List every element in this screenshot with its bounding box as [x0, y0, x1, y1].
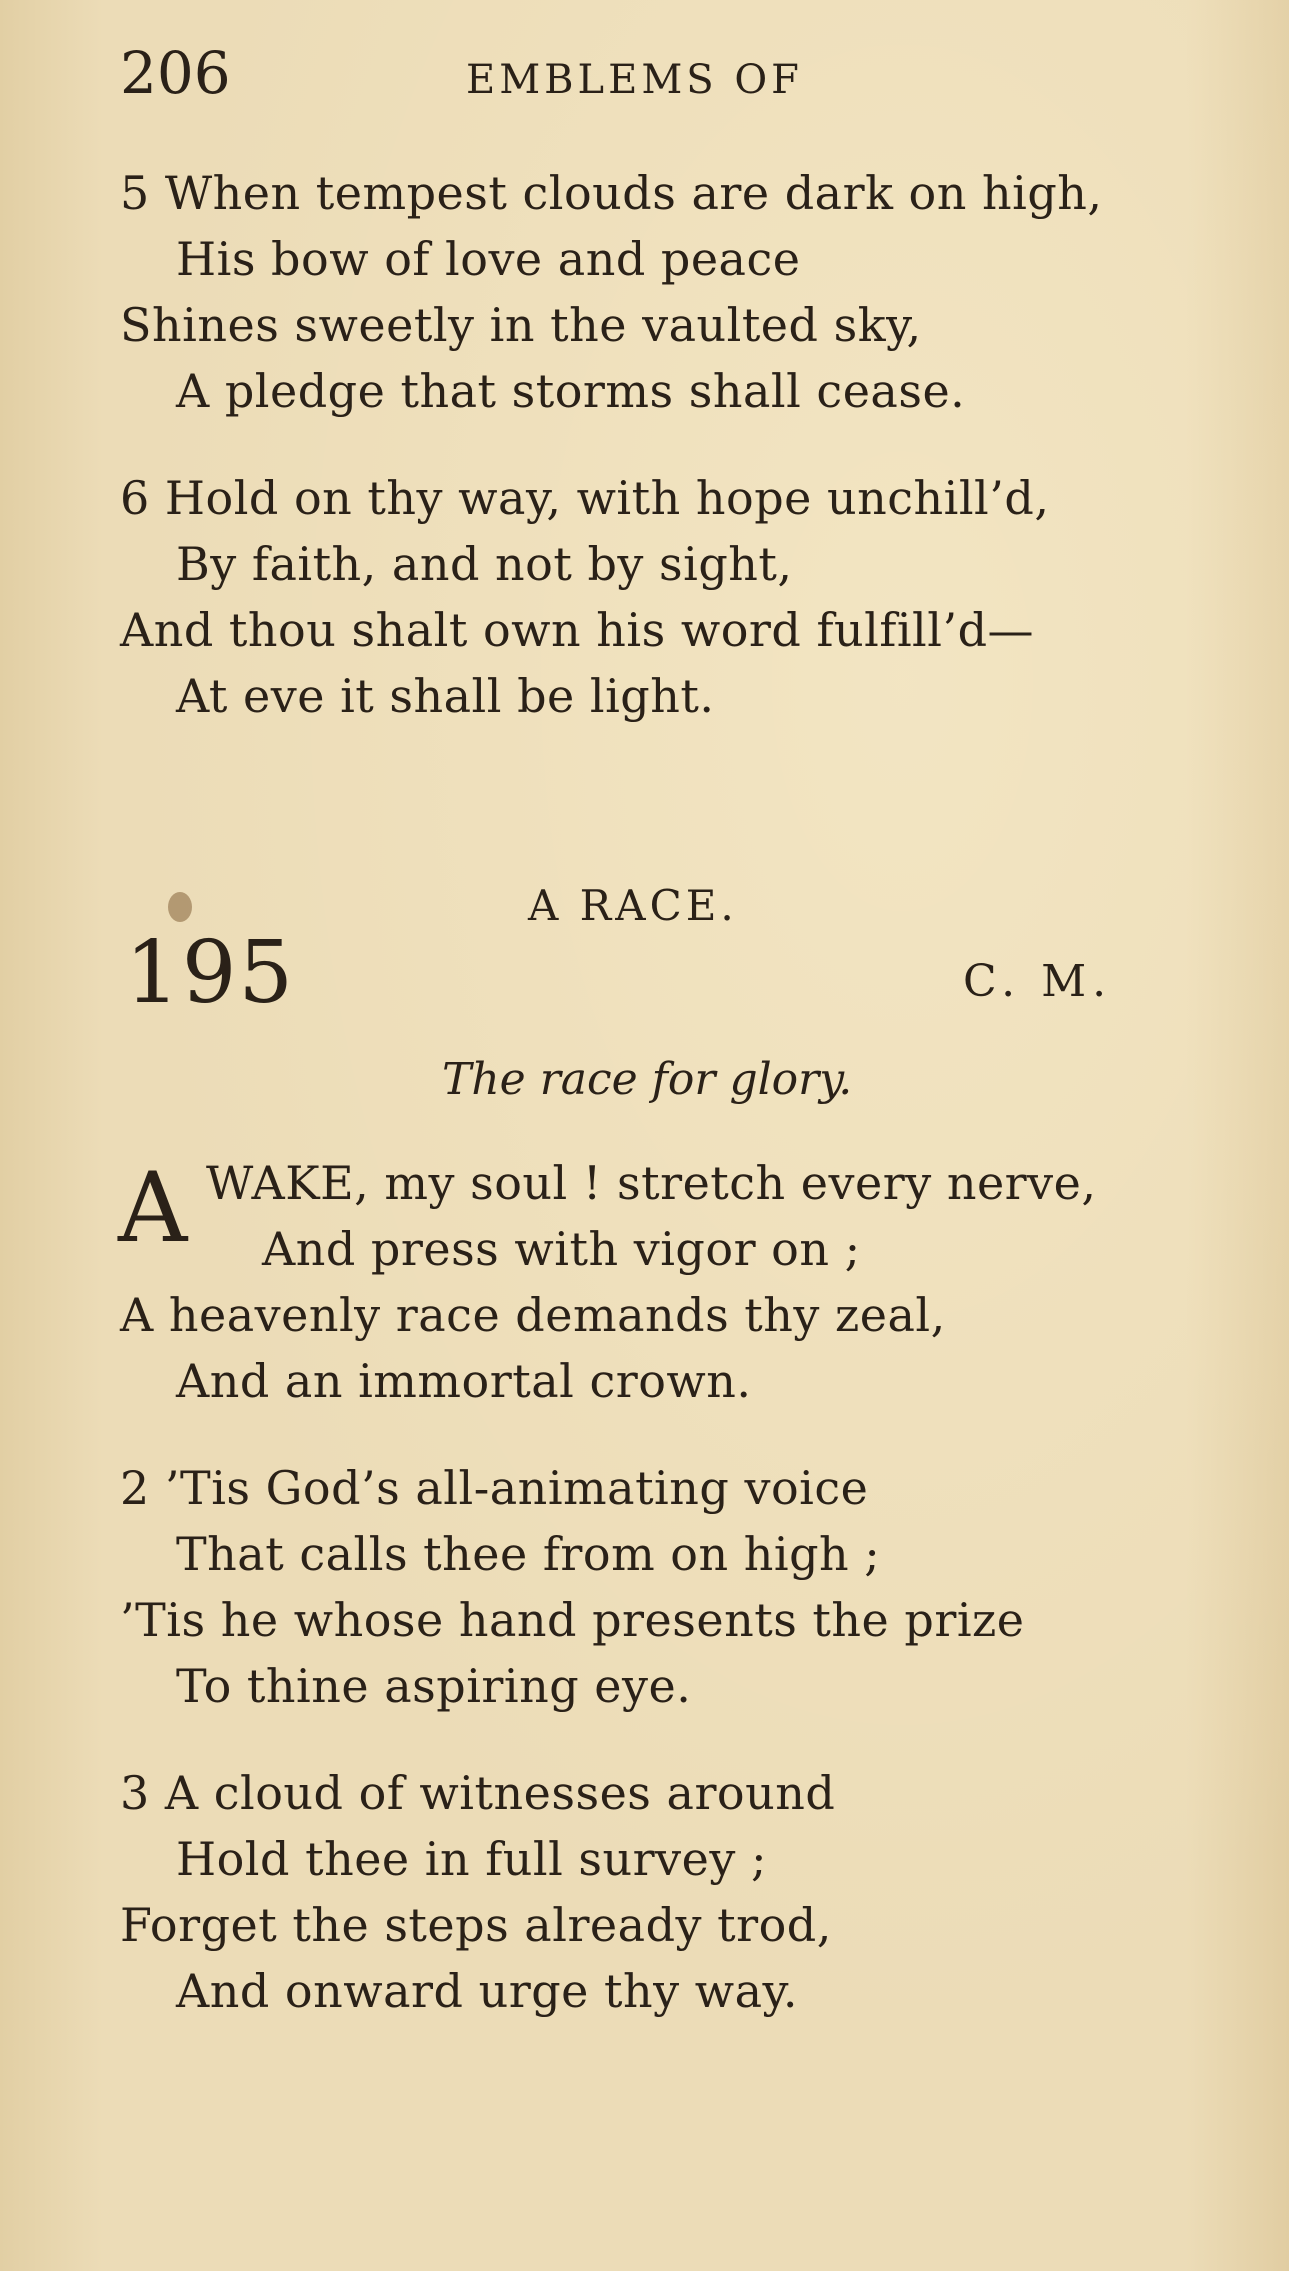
- stanza-2-line-3: ’Tis he whose hand presents the prize: [120, 1593, 1025, 1647]
- stanza-3-line-3: Forget the steps already trod,: [120, 1898, 832, 1952]
- hymn-number: 195: [125, 923, 296, 1023]
- stanza-6-line-4: At eve it shall be light.: [176, 669, 715, 723]
- stanza-1-line-3: A heavenly race demands thy zeal,: [120, 1288, 946, 1342]
- stanza-1-line-2: And press with vigor on ;: [262, 1222, 861, 1276]
- stanza-6-line-2: By faith, and not by sight,: [176, 537, 793, 591]
- stanza-6-line-1: 6 Hold on thy way, with hope unchill’d,: [120, 471, 1050, 525]
- stanza-6-line-3: And thou shalt own his word fulfill’d—: [120, 603, 1035, 657]
- stanza-2-line-2: That calls thee from on high ;: [176, 1527, 881, 1581]
- stanza-1-line-4: And an immortal crown.: [176, 1354, 752, 1408]
- drop-cap-letter: A: [118, 1152, 188, 1264]
- stanza-5-line-3: Shines sweetly in the vaulted sky,: [120, 298, 922, 352]
- stanza-1-line-1: WAKE, my soul ! stretch every nerve,: [206, 1156, 1097, 1210]
- hymn-subtitle: The race for glory.: [442, 1054, 853, 1105]
- stanza-5-line-4: A pledge that storms shall cease.: [176, 364, 966, 418]
- stanza-2-line-1: 2 ’Tis God’s all-animating voice: [120, 1461, 869, 1515]
- hymn-title: A RACE.: [528, 881, 738, 930]
- stanza-5-line-2: His bow of love and peace: [176, 232, 801, 286]
- page-number: 206: [120, 39, 231, 107]
- stanza-2-line-4: To thine aspiring eye.: [176, 1659, 692, 1713]
- hymn-meter: C. M.: [963, 956, 1113, 1007]
- running-title: EMBLEMS OF: [466, 57, 803, 103]
- ink-smudge: [168, 892, 192, 922]
- stanza-3-line-4: And onward urge thy way.: [176, 1964, 799, 2018]
- stanza-3-line-1: 3 A cloud of witnesses around: [120, 1766, 836, 1820]
- stanza-3-line-2: Hold thee in full survey ;: [176, 1832, 767, 1886]
- stanza-5-line-1: 5 When tempest clouds are dark on high,: [120, 166, 1103, 220]
